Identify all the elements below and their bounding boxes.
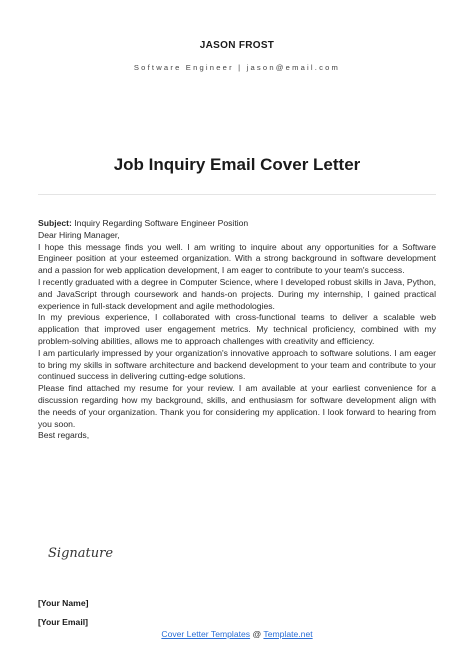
subject-label: Subject:: [38, 218, 72, 228]
paragraph-closing: Please find attached my resume for your review. I am available at your earliest convenience for a discussion regarding how my background, skills, and enthusiasm for software development align with the needs of your organization. Thank you for considering my application. I look forward to hearing from you soon.: [38, 383, 436, 429]
your-email-field: [Your Email]: [38, 617, 88, 627]
paragraph-intro: I hope this message finds you well. I am writing to inquire about any opportunities for a Software Engineer position at your esteemed organization. With a strong background in software development and a passion for web application development, I am eager to contribute to your team's success.: [38, 241, 436, 276]
salutation: Dear Hiring Manager,: [38, 229, 120, 240]
document-title: Job Inquiry Email Cover Letter: [113, 155, 361, 174]
cover-letter-templates-link[interactable]: Cover Letter Templates: [161, 629, 251, 639]
letter-body: [38, 218, 436, 442]
header-name: JASON FROST: [199, 40, 275, 51]
your-name-field: [Your Name]: [38, 598, 89, 608]
subject-value: Inquiry Regarding Software Engineer Position: [71, 218, 249, 228]
template-net-link[interactable]: Template.net: [263, 629, 313, 639]
paragraph-education: I recently graduated with a degree in Computer Science, where I developed robust skills in Java, Python, and JavaScript through coursework and hands-on projects. During my internship, I gained practical experience in full-stack development and agile methodologies.: [38, 276, 436, 311]
title-divider: [38, 194, 436, 195]
footer: [0, 629, 474, 639]
subject-line: [38, 218, 436, 230]
signature-image: [46, 537, 166, 567]
paragraph-experience: In my previous experience, I collaborated with cross-functional teams to deliver a scalable web application that improved user engagement metrics. My technical proficiency, combined with my problem-solving abilities, allows me to approach challenges with creativity and efficiency.: [38, 312, 436, 346]
closing-line: Best regards,: [38, 430, 90, 441]
footer-separator: @: [250, 629, 264, 639]
signature-text: Signature: [48, 546, 114, 561]
header-subtitle: Software Engineer | jason@email.com: [133, 63, 341, 72]
paragraph-interest: I am particularly impressed by your organization's innovative approach to software solutions. I am eager to bring my skills in software architecture and backend development to your team and contribute to your continued success in delivering cutting-edge solutions.: [38, 347, 436, 382]
